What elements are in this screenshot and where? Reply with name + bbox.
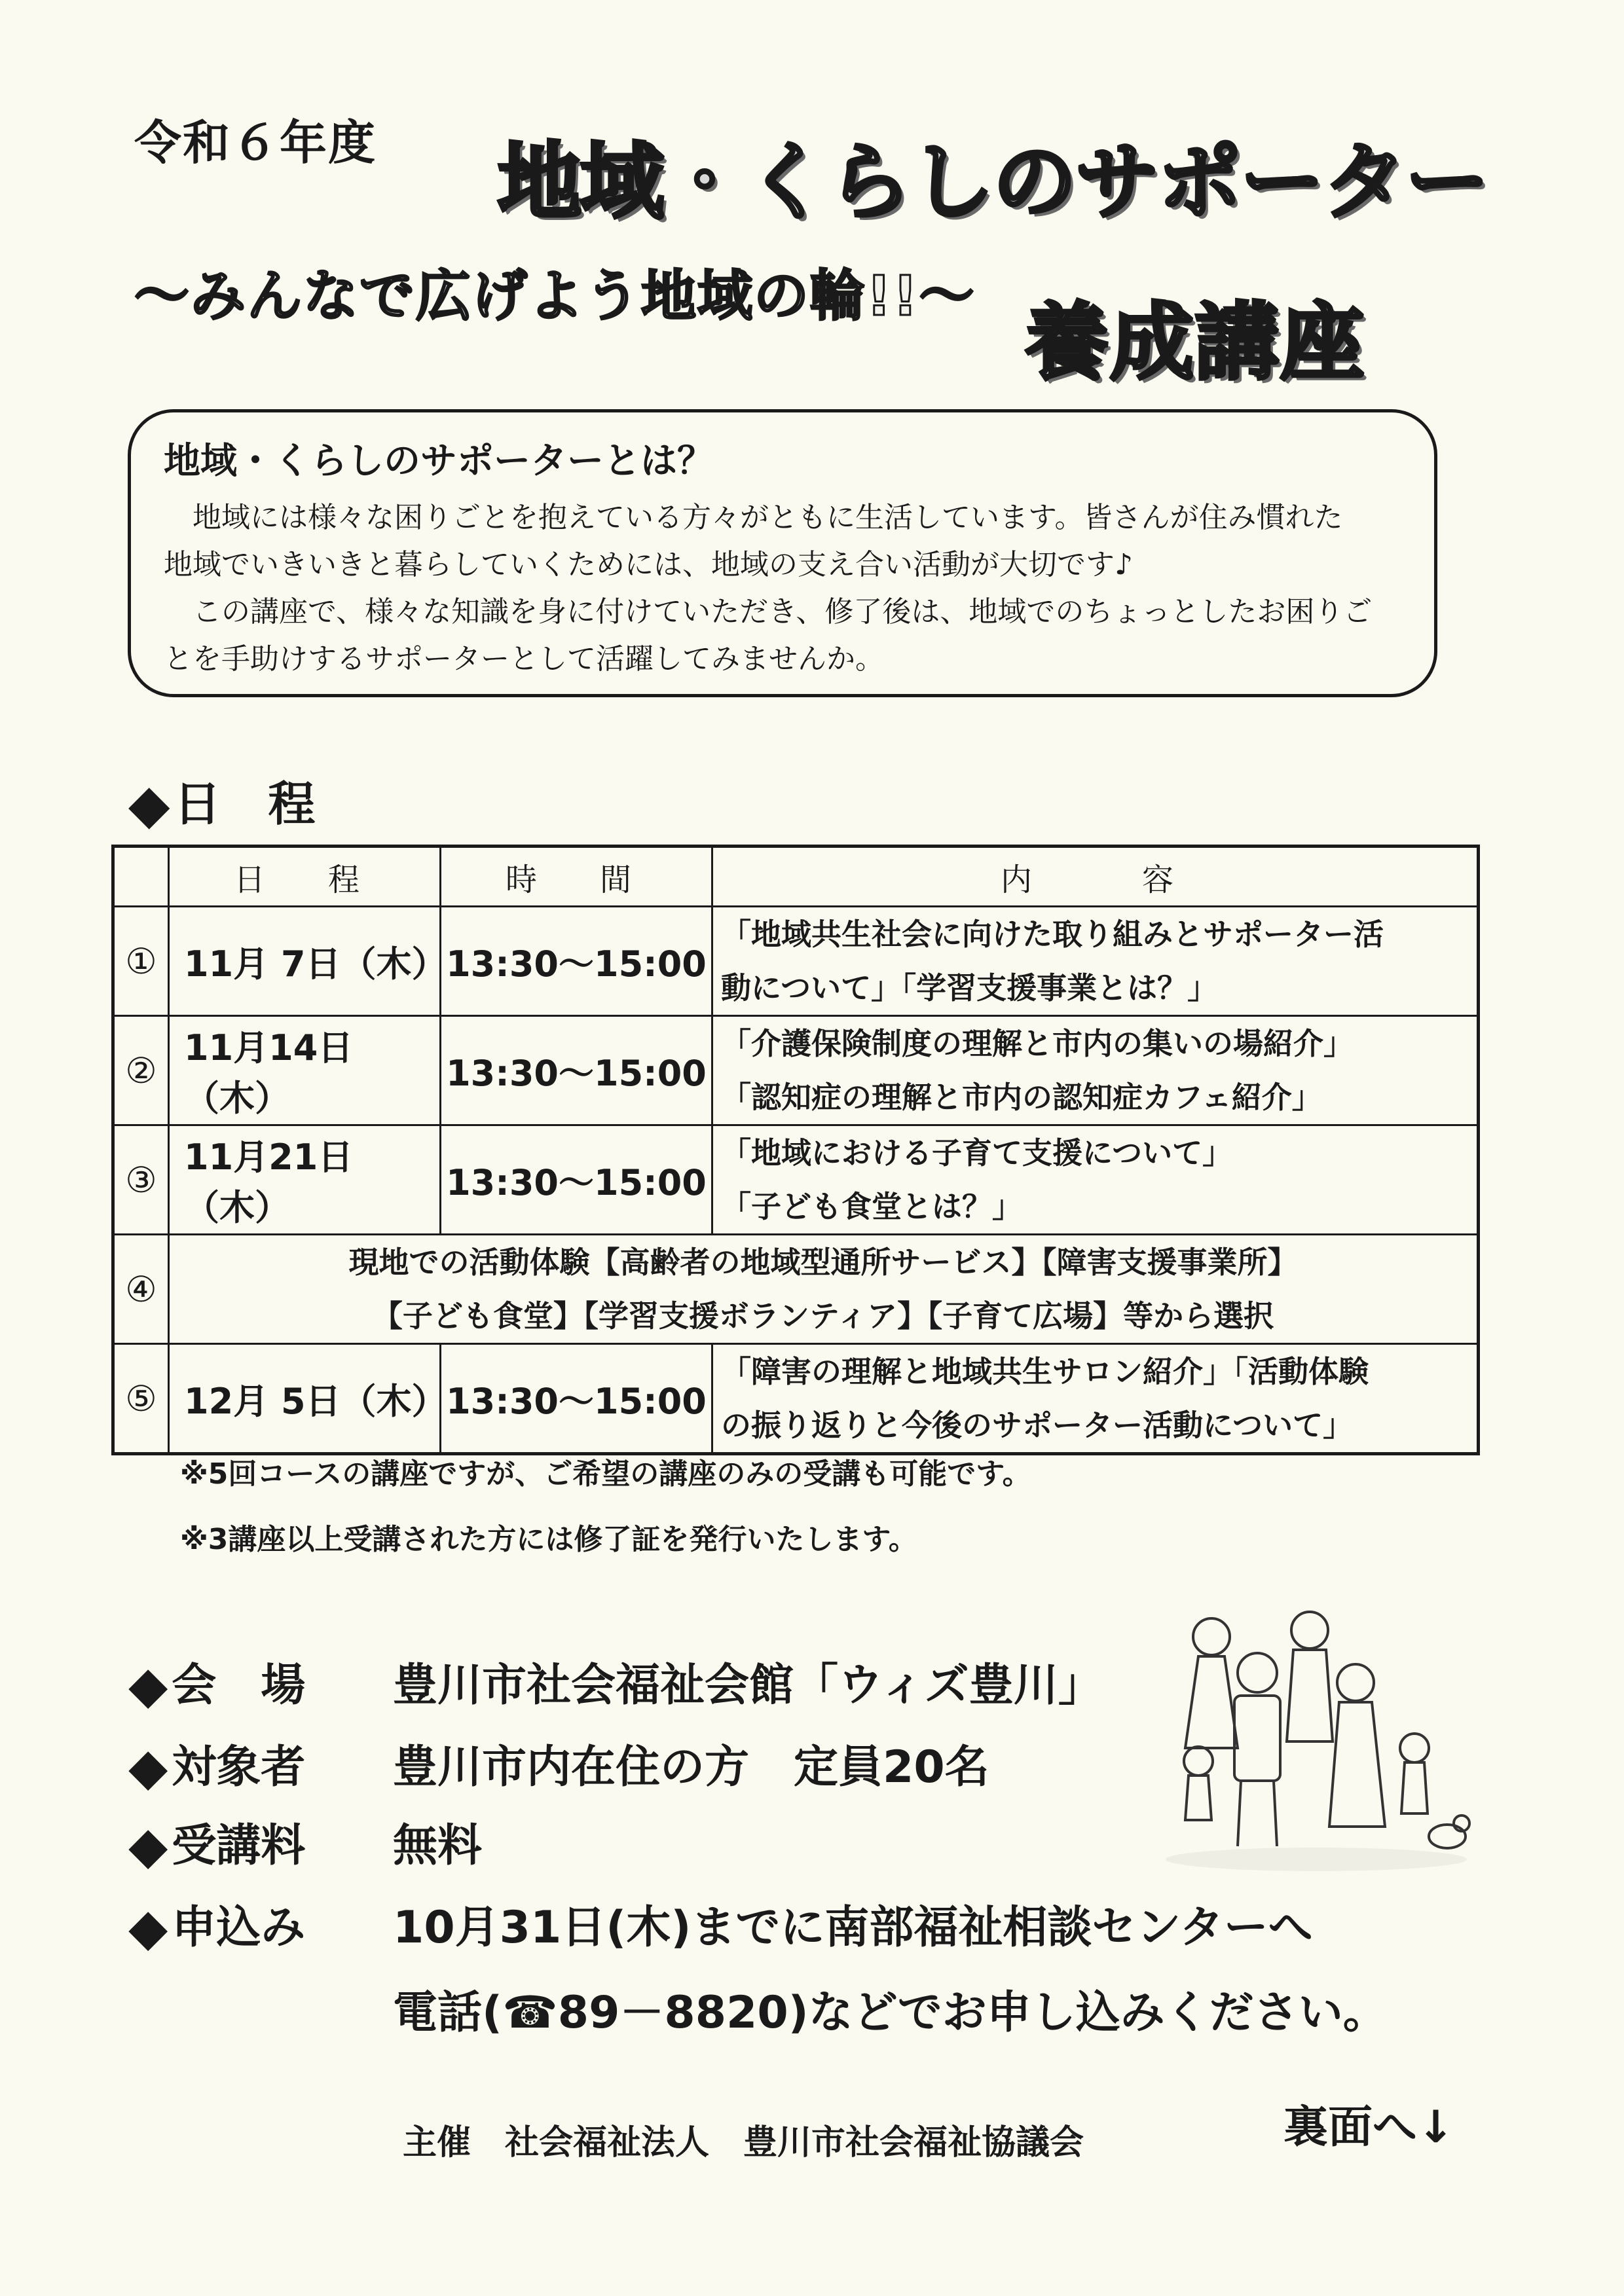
apply-label xyxy=(128,1892,306,1958)
fee-value: 無料 xyxy=(393,1820,483,1872)
row-content-line: 「認知症の理解と市内の認知症カフェ紹介」 xyxy=(721,1080,1322,1115)
family-illustration xyxy=(1159,1611,1473,1872)
table-row xyxy=(113,907,1479,1016)
row-content-line: 「介護保険制度の理解と市内の集いの場紹介」 xyxy=(721,1026,1354,1061)
row-content xyxy=(712,1125,1479,1235)
table-header-time: 時 間 xyxy=(441,847,712,907)
venue-label xyxy=(128,1650,306,1715)
row-date: 11月14日（木） xyxy=(169,1016,441,1125)
diamond-icon: ◆ xyxy=(128,772,170,836)
row-number: ④ xyxy=(113,1235,169,1344)
row-content xyxy=(712,907,1479,1016)
row-content-line: 「地域共生社会に向けた取り組みとサポーター活 xyxy=(721,917,1384,952)
row-content-line: の振り返りと今後のサポーター活動について」 xyxy=(721,1408,1354,1443)
diamond-icon: ◆ xyxy=(128,1898,168,1958)
row-content xyxy=(712,1344,1479,1454)
table-row xyxy=(113,1235,1479,1344)
target-label-text: 対象者 xyxy=(172,1741,306,1793)
era-label: 令和６年度 xyxy=(134,115,377,170)
target-label xyxy=(128,1732,306,1797)
table-header-content: 内 容 xyxy=(712,847,1479,907)
row-content xyxy=(169,1235,1479,1344)
row-date: 12月 5日（木） xyxy=(169,1344,441,1454)
table-header-date: 日 程 xyxy=(169,847,441,907)
diamond-icon: ◆ xyxy=(128,1738,168,1797)
row-number: ③ xyxy=(113,1125,169,1235)
table-header-row xyxy=(113,847,1479,907)
schedule-note: ※3講座以上受講された方には修了証を発行いたします。 xyxy=(180,1523,917,1556)
table-row xyxy=(113,1125,1479,1235)
row-content xyxy=(712,1016,1479,1125)
course-title: 養成講座 xyxy=(1025,294,1366,392)
table-header-no xyxy=(113,847,169,907)
row-time: 13:30～15:00 xyxy=(441,1016,712,1125)
target-value: 豊川市内在住の方 定員20名 xyxy=(393,1741,989,1793)
venue-label-text: 会 場 xyxy=(172,1660,306,1711)
row-time: 13:30～15:00 xyxy=(441,907,712,1016)
row-content-line: 動について」「学習支援事業とは？」 xyxy=(721,970,1218,1006)
table-row xyxy=(113,1016,1479,1125)
diamond-icon: ◆ xyxy=(128,1816,168,1876)
row-time: 13:30～15:00 xyxy=(441,1344,712,1454)
row-content-line: 現地での活動体験【高齢者の地域型通所サービス】【障害支援事業所】 xyxy=(348,1245,1298,1280)
about-text: 地域には様々な困りごとを抱えている方々がともに生活しています。皆さんが住み慣れた 地域でいきいきと暮らしていくためには、地域の支え合い活動が大切です♪ この講座で、様々な知識を身に付けていただき、修了後は、地域でのちょっとしたお困りご とを手助けするサポーターとして活躍してみませんか。 xyxy=(164,501,1373,676)
apply-value: 10月31日(木)までに南部福祉相談センターへ xyxy=(393,1902,1313,1954)
subtitle: ～みんなで広げよう地域の輪!!～ xyxy=(134,264,976,328)
apply-label-text: 申込み xyxy=(172,1902,306,1954)
schedule-heading-label: 日 程 xyxy=(174,776,316,831)
row-content-line: 【子ども食堂】【学習支援ボランティア】【子育て広場】等から選択 xyxy=(372,1298,1274,1334)
row-time: 13:30～15:00 xyxy=(441,1125,712,1235)
page-title: 地域・くらしのサポーター xyxy=(498,134,1488,231)
organizer: 主催 社会福祉法人 豊川市社会福祉協議会 xyxy=(403,2123,1084,2162)
fee-label-text: 受講料 xyxy=(172,1820,306,1872)
row-content-line: 「子ども食堂とは？」 xyxy=(721,1189,1022,1224)
about-heading: 地域・くらしのサポーターとは？ xyxy=(164,440,714,483)
apply-phone: 電話(☎89－8820)などでお申し込みください。 xyxy=(393,1987,1388,2039)
schedule-table xyxy=(111,845,1480,1455)
row-date: 11月21日（木） xyxy=(169,1125,441,1235)
row-number: ① xyxy=(113,907,169,1016)
diamond-icon: ◆ xyxy=(128,1656,168,1715)
row-content-line: 「障害の理解と地域共生サロン紹介」「活動体験 xyxy=(721,1354,1369,1389)
row-content-line: 「地域における子育て支援について」 xyxy=(721,1135,1233,1171)
row-number: ⑤ xyxy=(113,1344,169,1454)
table-row xyxy=(113,1344,1479,1454)
venue-value: 豊川市社会福祉会館「ウィズ豊川」 xyxy=(393,1660,1103,1711)
row-date: 11月 7日（木） xyxy=(169,907,441,1016)
back-side-note: 裏面へ↓ xyxy=(1283,2102,1454,2153)
schedule-note: ※5回コースの講座ですが、ご希望の講座のみの受講も可能です。 xyxy=(180,1457,1031,1491)
row-number: ② xyxy=(113,1016,169,1125)
fee-label xyxy=(128,1810,306,1876)
schedule-heading xyxy=(128,766,316,836)
